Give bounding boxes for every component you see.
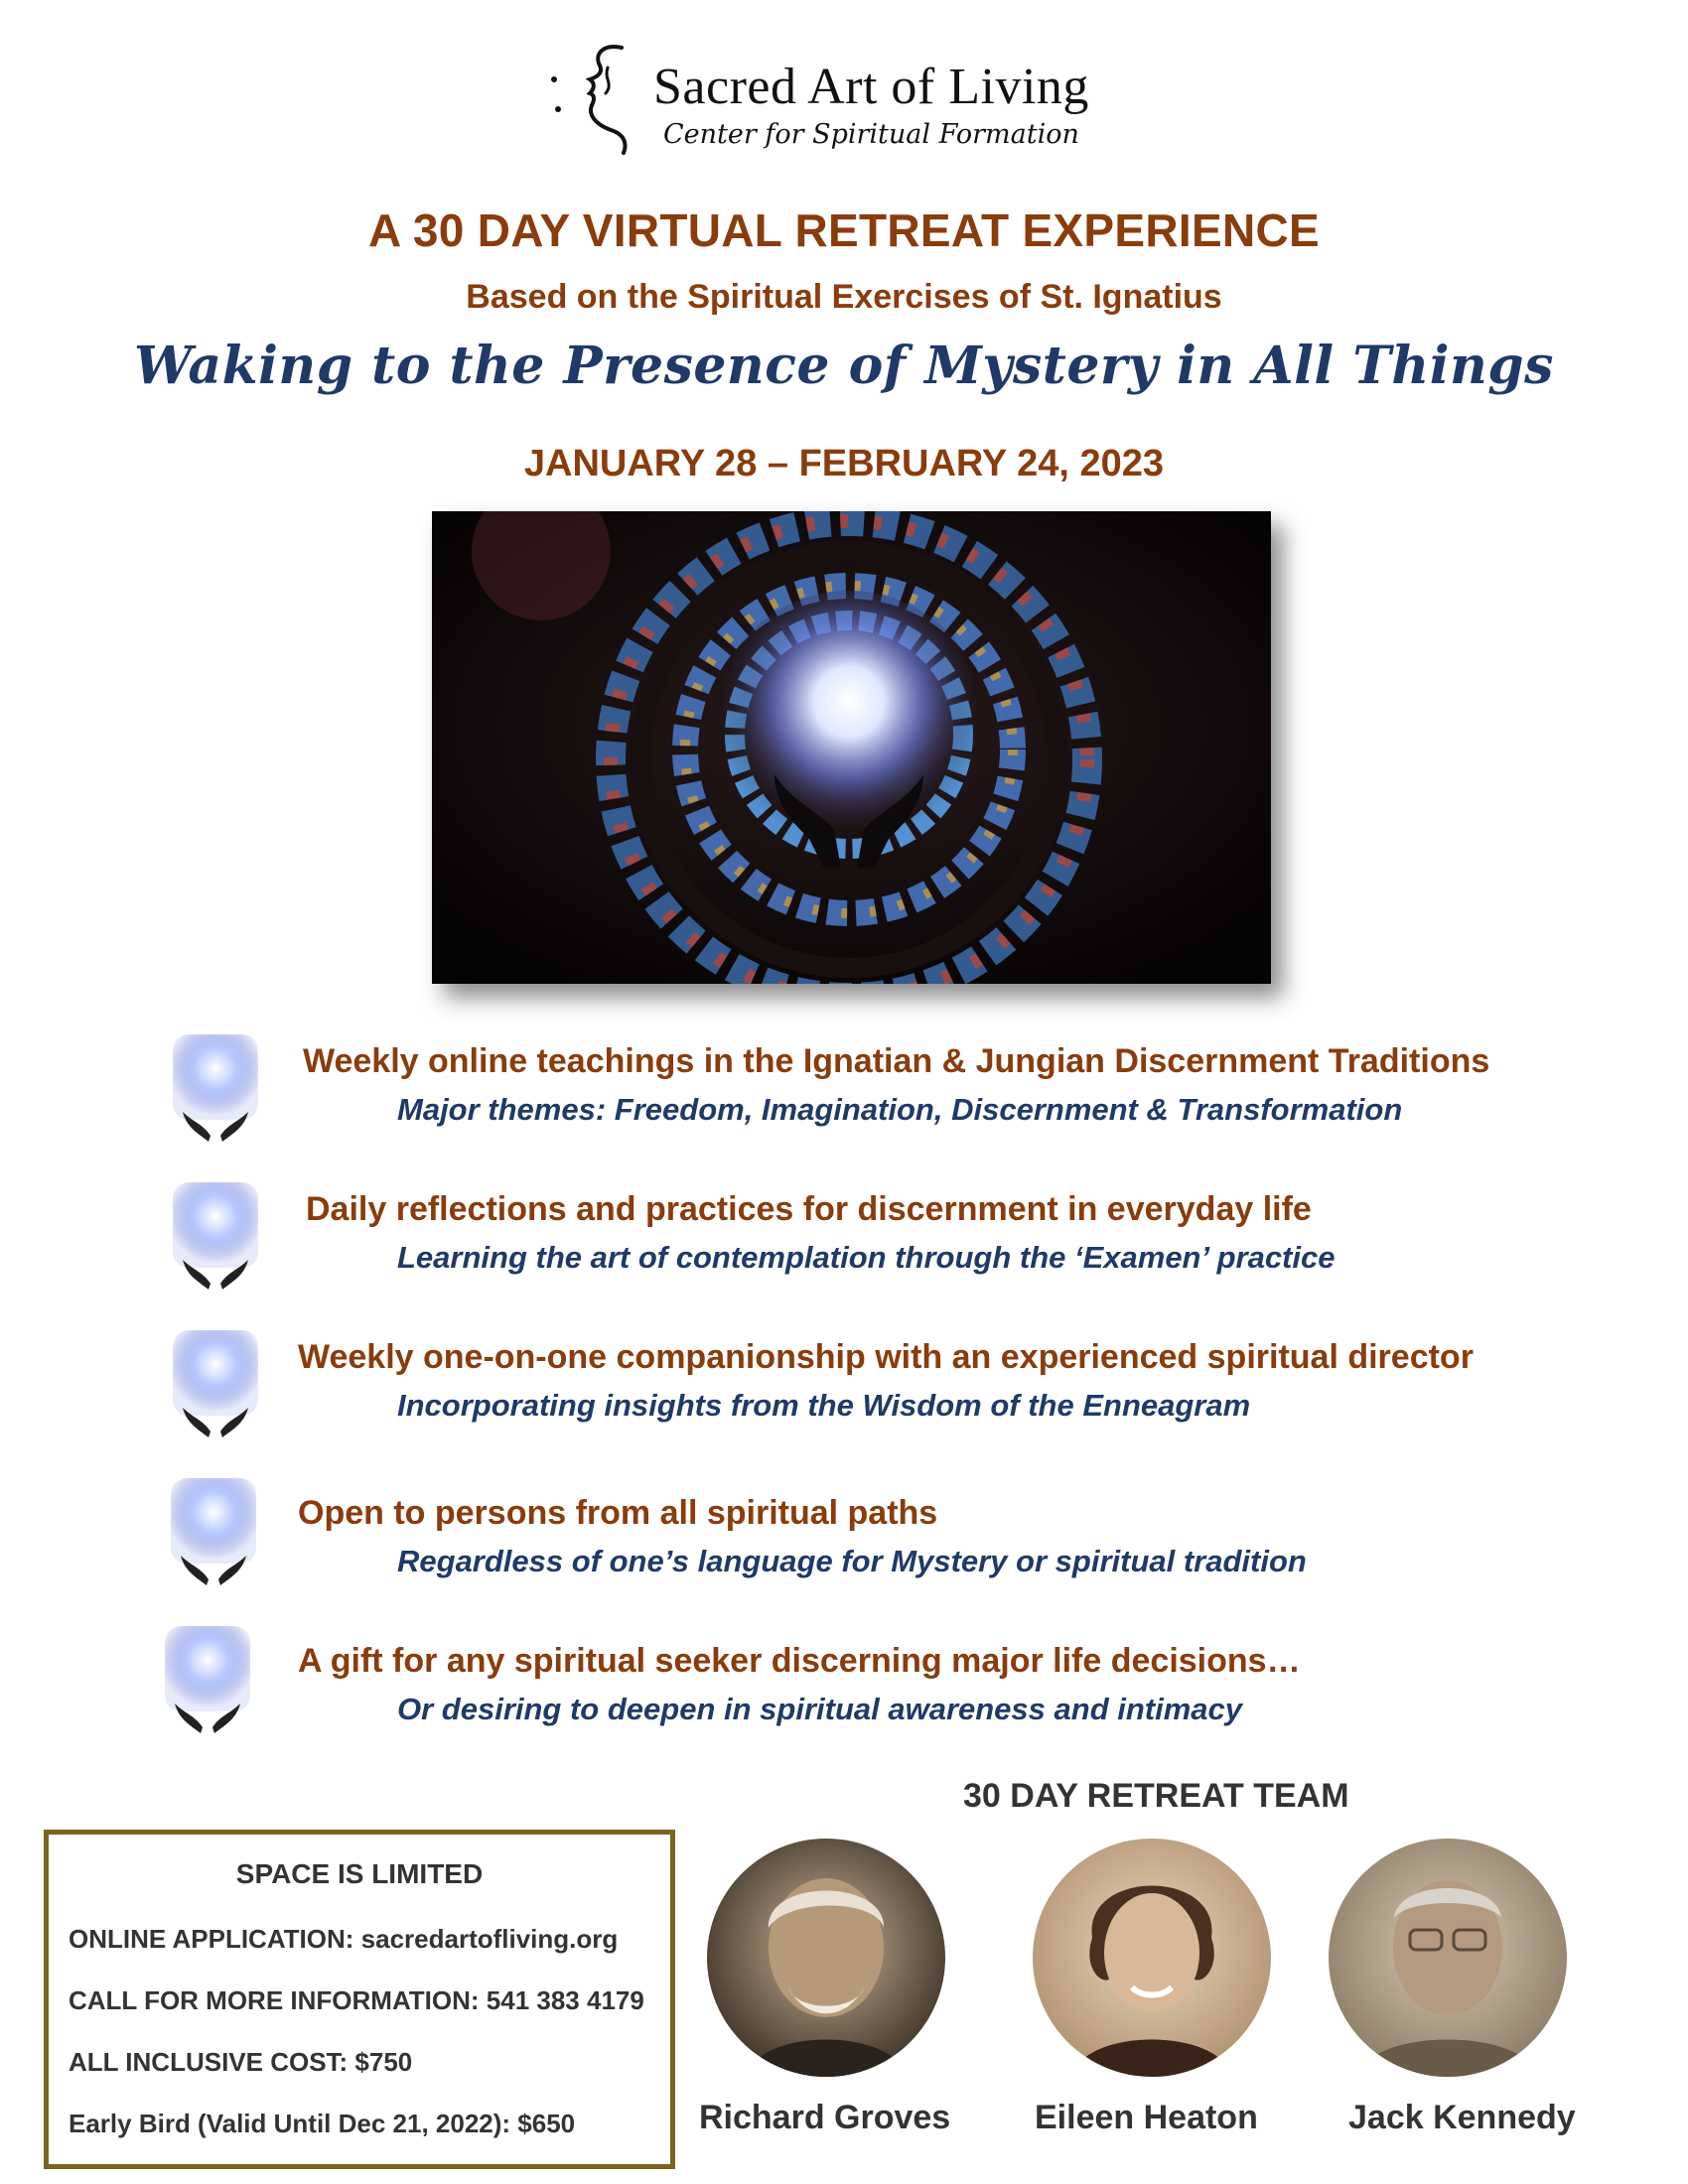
phone-info: CALL FOR MORE INFORMATION: 541 383 4179 xyxy=(69,1985,644,2015)
retreat-dates: JANUARY 28 – FEBRUARY 24, 2023 xyxy=(523,443,1165,484)
feature-title: Daily reflections and practices for discernment in everyday life xyxy=(306,1190,1312,1228)
feature-title: Open to persons from all spiritual paths xyxy=(298,1494,938,1532)
hands-light-icon xyxy=(161,1624,254,1735)
feature-item xyxy=(0,1476,1688,1595)
team-member-name: Eileen Heaton xyxy=(1035,2099,1258,2136)
early-bird-info: Early Bird (Valid Until Dec 21, 2022): $650 xyxy=(69,2109,576,2138)
hands-light-icon xyxy=(169,1180,262,1292)
cost-info: ALL INCLUSIVE COST: $750 xyxy=(69,2047,413,2077)
avatar xyxy=(707,1839,945,2077)
hands-light-icon xyxy=(167,1476,260,1587)
feature-title: Weekly online teachings in the Ignatian & Jungian Discernment Traditions xyxy=(303,1042,1490,1080)
team-member-name: Jack Kennedy xyxy=(1348,2099,1576,2136)
hands-light-icon xyxy=(169,1328,262,1439)
feature-item xyxy=(0,1180,1688,1299)
avatar xyxy=(1033,1839,1271,2077)
feature-item xyxy=(0,1328,1688,1447)
face-profile-icon xyxy=(544,40,663,159)
space-limited-heading: SPACE IS LIMITED xyxy=(235,1858,484,1889)
team-title: 30 DAY RETREAT TEAM xyxy=(963,1777,1349,1815)
info-box xyxy=(44,1830,675,2169)
feature-title: A gift for any spiritual seeker discerning major life decisions… xyxy=(298,1642,1301,1680)
logo xyxy=(544,40,1140,159)
page-title: A 30 DAY VIRTUAL RETREAT EXPERIENCE xyxy=(368,205,1320,256)
stained-glass-hero-image xyxy=(432,511,1271,984)
feature-item xyxy=(0,1032,1688,1152)
hands-light-icon xyxy=(169,1032,262,1144)
feature-subtitle: Major themes: Freedom, Imagination, Discernment & Transformation xyxy=(397,1092,1403,1127)
feature-title: Weekly one-on-one companionship with an experienced spiritual director xyxy=(298,1338,1474,1376)
page-subtitle: Based on the Spiritual Exercises of St. Ignatius xyxy=(466,278,1222,316)
logo-name: Sacred Art of Living xyxy=(653,59,1089,115)
feature-subtitle: Or desiring to deepen in spiritual awareness and intimacy xyxy=(397,1692,1243,1726)
online-application: ONLINE APPLICATION: sacredartofliving.org xyxy=(69,1924,619,1954)
feature-item xyxy=(0,1624,1688,1743)
feature-subtitle: Incorporating insights from the Wisdom of the Enneagram xyxy=(397,1388,1251,1423)
feature-subtitle: Learning the art of contemplation through the ‘Examen’ practice xyxy=(397,1240,1336,1275)
tagline: Waking to the Presence of Mystery in All Things xyxy=(134,336,1554,396)
feature-subtitle: Regardless of one’s language for Mystery or spiritual tradition xyxy=(397,1544,1307,1578)
team-member-name: Richard Groves xyxy=(699,2099,951,2136)
avatar xyxy=(1329,1839,1567,2077)
logo-subtitle: Center for Spiritual Formation xyxy=(663,119,1079,150)
